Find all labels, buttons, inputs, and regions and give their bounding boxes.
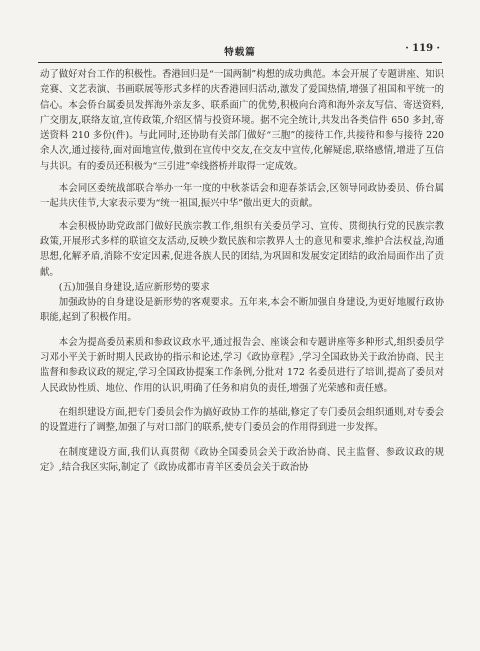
- paragraph-gap: [40, 396, 444, 405]
- paragraph-ethnic-religion: 本会积极协助党政部门做好民族宗教工作,组织有关委员学习、宣传、贯彻执行党的民族宗教政策,开展形式多样的联谊交友活动,反映少数民族和宗教界人士的意见和要求,维护合法权益,沟通思想,化解矛盾,消除不安定因素,促进各族人民的团结,为巩固和发展安定团结的政治局面作出了贡献。: [40, 220, 444, 278]
- paragraph-gap: [40, 326, 444, 335]
- running-header: [40, 40, 440, 60]
- paragraph-member-training: 本会为提高委员素质和参政议政水平,通过报告会、座谈会和专题讲座等多种形式,组织委员学习邓小平关于新时期人民政协的指示和论述,学习《政协章程》,学习全国政协关于政治协商、民主监督和参政议政的规定,学习全国政协提案工作条例,分批对 172 名委员进行了培训,提高了委员对人民政协性质、地位、作用的认识,明确了任务和肩负的责任,增强了光荣感和责任感。: [40, 336, 444, 394]
- paragraph-institution: 在制度建设方面,我们认真贯彻《政协全国委员会关于政治协商、民主监督、参政议政的规定》,结合我区实际,制定了《政协成都市青羊区委员会关于政治协: [40, 446, 444, 473]
- header-rule: [38, 62, 442, 63]
- paragraph-gap: [40, 212, 444, 219]
- paragraph-tea-party: 本会同区委统战部联合举办一年一度的中秋茶话会和迎春茶话会,区领导同政协委员、侨台属一起共庆佳节,大家表示要为“统一祖国,振兴中华”傲出更大的贡献。: [40, 183, 444, 210]
- page-number: · 119 ·: [405, 43, 440, 54]
- paragraph-gap: [40, 174, 444, 181]
- section-title: 特载篇: [224, 47, 256, 58]
- paragraph-organization: 在组织建设方面,把专门委员会作为搞好政协工作的基础,修定了专门委员会组织通则,对专委会的设置进行了调整,加强了与对口部门的联系,使专门委员会的作用得到进一步发挥。: [40, 406, 444, 434]
- paragraph-self-building: 加强政协的自身建设是新形势的客观要求。五年来,本会不断加强自身建设,为更好地履行政协职能,起到了积极作用。: [40, 297, 444, 324]
- section-heading: (五)加强自身建设,适应新形势的要求: [58, 281, 210, 293]
- paragraph-gap: [40, 436, 444, 445]
- body-text: [40, 67, 444, 475]
- paragraph-continuation: 动了做好对台工作的积极性。香港回归是“一国两制”构想的成功典范。本会开展了专题讲座、知识竞赛、文艺表演、书画联展等形式多样的庆香港回归活动,激发了爱国热情,增强了祖国和平统一的信心。本会侨台属委员发挥海外亲友多、联系面广的优势,积极向台湾和海外亲友写信、寄送资料,广交朋友,联络友谊,宣传政策,介绍区情与投资环境。据不完全统计,共发出各类信件 650 多封,寄送资料 210 多份(件)。与此同时,还协助有关部门做好“三胞”的接待工作,共接待和参与接待 220 余人次,通过接待,面对面地宣传,傲到在宣传中交友,在交友中宣传,化解疑虑,联络感情,增进了互信与共识。有的委员还积极为“三引进”牵线搭桥并取得一定成效。: [40, 69, 444, 172]
